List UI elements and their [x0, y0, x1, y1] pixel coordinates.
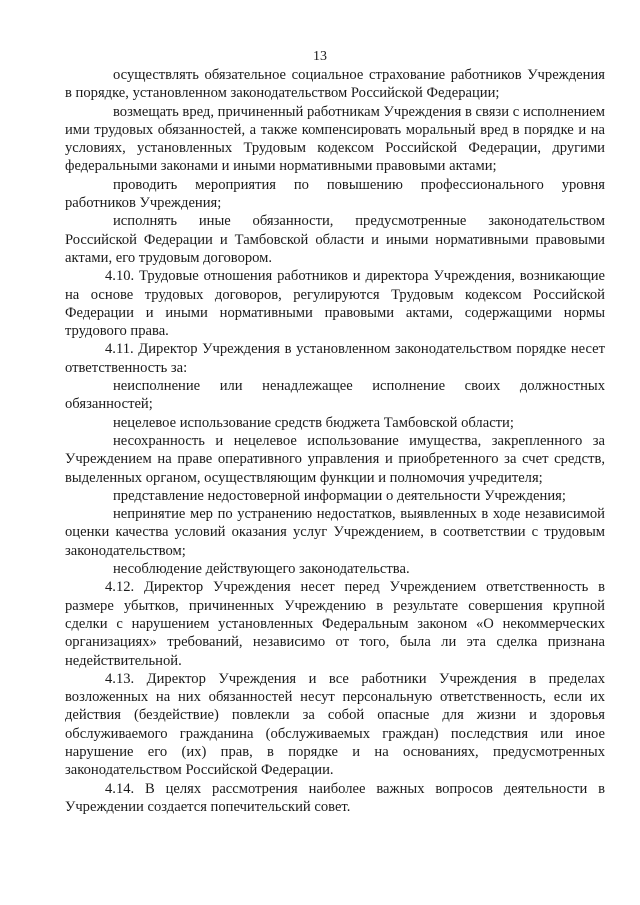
paragraph: исполнять иные обязанности, предусмотренные законодательством Российской Федерации и Тамбовской области и иными нормативными правовыми актами, его трудовым договором. — [65, 213, 605, 266]
paragraph: представление недостоверной информации о деятельности Учреждения; — [113, 487, 566, 504]
clause-paragraph: 4.12. Директор Учреждения несет перед Учреждением ответственность в размере убытков, причиненных Учреждению в результате совершения крупной сделки с нарушением установленных Федеральным законом «О некоммерческих организациях» требований, независимо от того, была ли эта сделка признана недействительной. — [65, 579, 605, 669]
paragraph: несохранность и нецелевое использование имущества, закрепленного за Учреждением на праве оперативного управления и приобретенного за счет средств, выделенных органом, осуществляющим функции и полномочия учредителя; — [65, 432, 605, 486]
paragraph: проводить мероприятия по повышению профессионального уровня работников Учреждения; — [65, 176, 605, 212]
clause-paragraph: 4.14. В целях рассмотрения наиболее важных вопросов деятельности в Учреждении создается попечительский совет. — [65, 780, 605, 815]
paragraph: возмещать вред, причиненный работникам Учреждения в связи с исполнением ими трудовых обязанностей, а также компенсировать моральный вред в порядке и на условиях, установленных Трудовым кодексом Российской Федерации, другими федеральными законами и иными нормативными правовыми актами; — [65, 103, 605, 175]
paragraph: нецелевое использование средств бюджета Тамбовской области; — [113, 414, 514, 431]
clause-paragraph: 4.10. Трудовые отношения работников и директора Учреждения, возникающие на основе трудовых договоров, регулируются Трудовым кодексом Российской Федерации и иными нормативными правовыми актами, содержащими нормы трудового права. — [65, 268, 605, 340]
paragraph: непринятие мер по устранению недостатков, выявленных в ходе независимой оценки качества условий оказания услуг Учреждением, в соответствии с трудовым законодательством; — [65, 506, 605, 559]
page-number: 13 — [313, 49, 327, 64]
clause-paragraph: 4.11. Директор Учреждения в установленном законодательством порядке несет ответственность за: — [65, 341, 605, 376]
paragraph: несоблюдение действующего законодательства. — [113, 561, 410, 578]
document-body — [65, 66, 605, 816]
clause-paragraph: 4.13. Директор Учреждения и все работники Учреждения в пределах возложенных на них обязанностей несут персональную ответственность, если их действия (бездействие) повлекли за собой опасные для жизни и здоровья обслуживаемого гражданина (обслуживаемых граждан) последствия или иное нарушение его (их) прав, в порядке и на основаниях, предусмотренных законодательством Российской Федерации. — [65, 670, 605, 779]
paragraph: неисполнение или ненадлежащее исполнение своих должностных обязанностей; — [65, 378, 605, 413]
paragraph: осуществлять обязательное социальное страхование работников Учреждения в порядке, установленном законодательством Российской Федерации; — [65, 67, 605, 102]
